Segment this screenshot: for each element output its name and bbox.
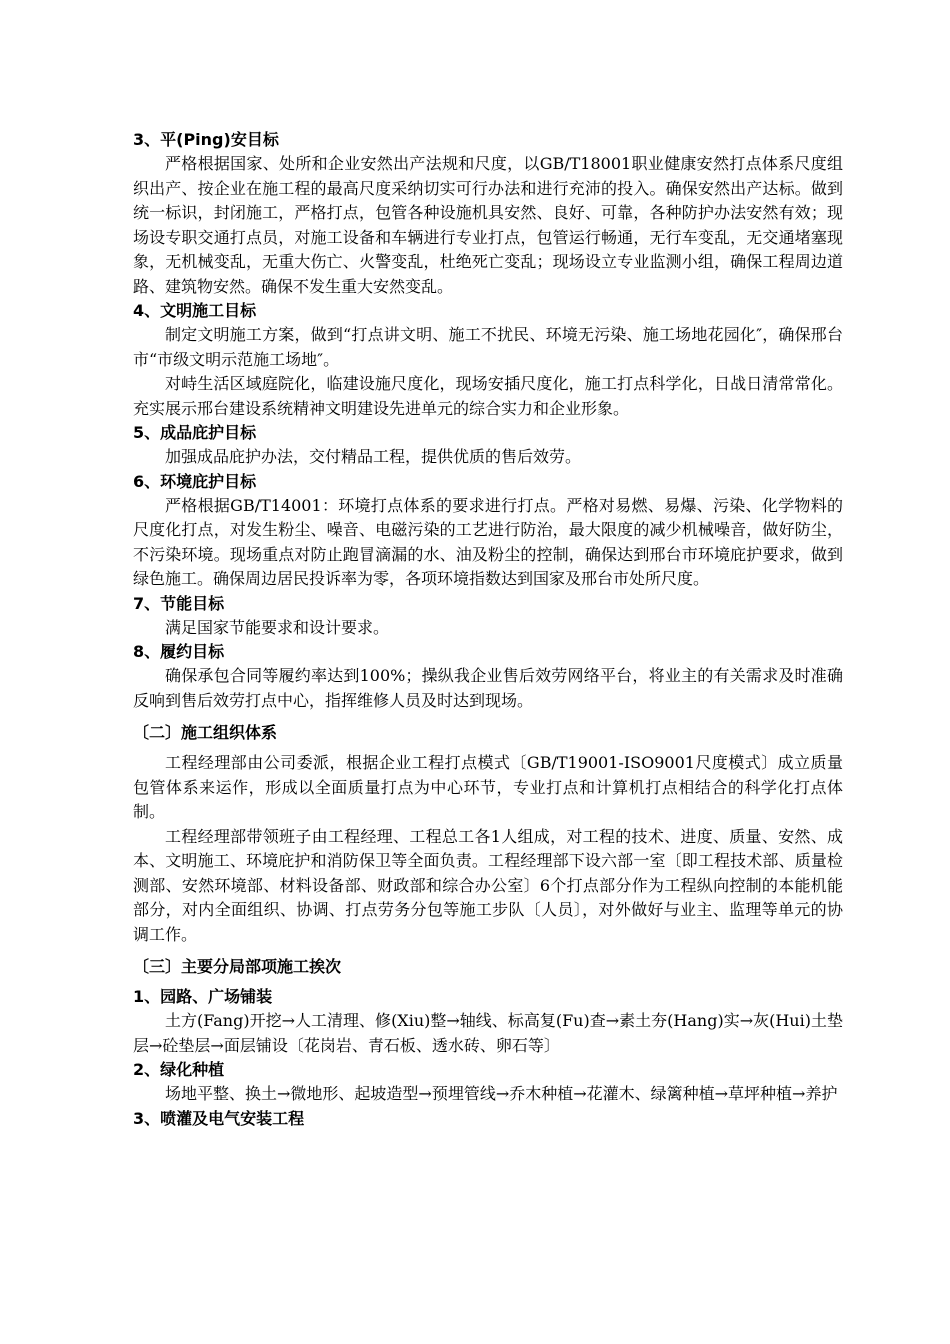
heading-contract-performance-goal: 8、履约目标 xyxy=(133,642,225,661)
paragraph: 场地平整、换土→微地形、起坡造型→预埋管线→乔木种植→花灌木、绿篱种植→草坪种植→养护 xyxy=(165,1084,838,1103)
paragraph: 土方(Fang)开挖→人工清理、修(Xiu)整→轴线、标高复(Fu)查→素土夯(Hang)实→灰(Hui)土垫层→砼垫层→面层铺设〔花岗岩、青石板、透水砖、卵石等〕 xyxy=(133,1011,843,1055)
paragraph: 工程经理部带领班子由工程经理、工程总工各1人组成，对工程的技术、进度、质量、安然、成本、文明施工、环境庇护和消防保卫等全面负责。工程经理部下设六部一室〔即工程技术部、质量检测部、安然环境部、材料设备部、财政部和综合办公室〕6个打点部分作为工程纵向控制的本能机能部分，对内全面组织、协调、打点劳务分包等施工步队〔人员〕，对外做好与业主、监理等单元的协调工作。 xyxy=(133,826,843,944)
heading-safety-goal: 3、平(Ping)安目标 xyxy=(133,130,279,149)
paragraph: 对峙生活区域庭院化，临建设施尺度化，现场安插尺度化，施工打点科学化，日战日清常常化。充实展示邢台建设系统精神文明建设先进单元的综合实力和企业形象。 xyxy=(133,374,843,418)
paragraph: 严格根据国家、处所和企业安然出产法规和尺度，以GB/T18001职业健康安然打点体系尺度组织出产、按企业在施工程的最高尺度采纳切实可行办法和进行充沛的投入。确保安然出产达标。做到统一标识，封闭施工，严格打点，包管各种设施机具安然、良好、可靠，各种防护办法安然有效；现场设专职交通打点员，对施工设备和车辆进行专业打点，包管运行畅通，无行车变乱，无交通堵塞现象，无机械变乱，无重大伤亡、火警变乱，杜绝死亡变乱；现场设立专业监测小组，确保工程周边道路、建筑物安然。确保不发生重大安然变乱。 xyxy=(133,154,843,296)
heading-construction-order: 〔三〕主要分局部项施工挨次 xyxy=(133,957,342,976)
paragraph: 制定文明施工方案，做到“打点讲文明、施工不扰民、环境无污染、施工场地花园化″，确保邢台市“市级文明示范施工场地″。 xyxy=(133,325,843,369)
heading-greening: 2、绿化种植 xyxy=(133,1060,225,1079)
paragraph: 工程经理部由公司委派，根据企业工程打点模式〔GB/T19001-ISO9001尺度模式〕成立质量包管体系来运作，形成以全面质量打点为中心环节，专业打点和计算机打点相结合的科学化打点体制。 xyxy=(133,753,843,821)
document-body xyxy=(133,128,843,1131)
heading-irrigation-electrical: 3、喷灌及电气安装工程 xyxy=(133,1108,305,1128)
heading-energy-saving-goal: 7、节能目标 xyxy=(133,593,225,613)
heading-environment-protection-goal: 6、环境庇护目标 xyxy=(133,471,257,491)
paragraph: 严格根据GB/T14001：环境打点体系的要求进行打点。严格对易燃、易爆、污染、化学物料的尺度化打点，对发生粉尘、噪音、电磁污染的工艺进行防治，最大限度的减少机械噪音，做好防尘，不污染环境。现场重点对防止跑冒滴漏的水、油及粉尘的控制，确保达到邢台市环境庇护要求，做到绿色施工。确保周边居民投诉率为零，各项环境指数达到国家及邢台市处所尺度。 xyxy=(133,495,843,588)
paragraph: 加强成品庇护办法，交付精品工程，提供优质的售后效劳。 xyxy=(165,447,582,466)
heading-civilized-construction-goal: 4、文明施工目标 xyxy=(133,301,257,320)
heading-paving: 1、园路、广场铺装 xyxy=(133,987,273,1006)
paragraph: 确保承包合同等履约率达到100%；操纵我企业售后效劳网络平台，将业主的有关需求及时准确反响到售后效劳打点中心，指挥维修人员及时达到现场。 xyxy=(133,666,843,710)
paragraph: 满足国家节能要求和设计要求。 xyxy=(165,617,390,637)
heading-construction-organization: 〔二〕施工组织体系 xyxy=(133,723,278,742)
heading-product-protection-goal: 5、成品庇护目标 xyxy=(133,423,257,442)
